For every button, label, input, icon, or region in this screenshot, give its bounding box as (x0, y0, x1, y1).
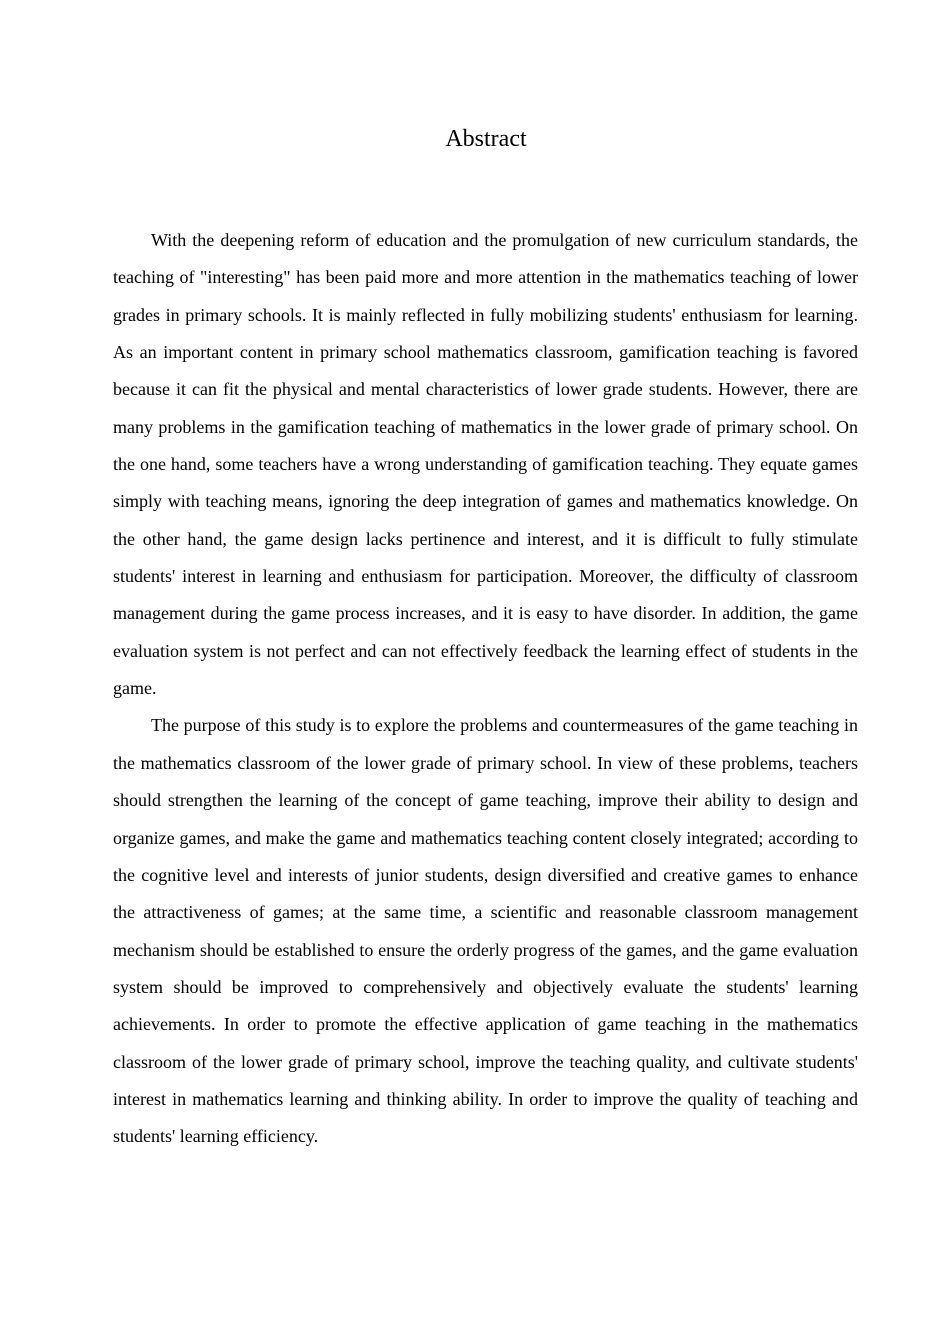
abstract-paragraph-1: With the deepening reform of education and the promulgation of new curriculum standards, the teaching of "interesting" has been paid more and more attention in the mathematics teaching of lower grades in primary schools. It is mainly reflected in fully mobilizing students' enthusiasm for learning. As an important content in primary school mathematics classroom, gamification teaching is favored because it can fit the physical and mental characteristics of lower grade students. However, there are many problems in the gamification teaching of mathematics in the lower grade of primary school. On the one hand, some teachers have a wrong understanding of gamification teaching. They equate games simply with teaching means, ignoring the deep integration of games and mathematics knowledge. On the other hand, the game design lacks pertinence and interest, and it is difficult to fully stimulate students' interest in learning and enthusiasm for participation. Moreover, the difficulty of classroom management during the game process increases, and it is easy to have disorder. In addition, the game evaluation system is not perfect and can not effectively feedback the learning effect of students in the game. (113, 230, 858, 699)
abstract-body (113, 222, 858, 1156)
abstract-title: Abstract (445, 126, 527, 152)
abstract-paragraph-2: The purpose of this study is to explore the problems and countermeasures of the game teaching in the mathematics classroom of the lower grade of primary school. In view of these problems, teachers should strengthen the learning of the concept of game teaching, improve their ability to design and organize games, and make the game and mathematics teaching content closely integrated; according to the cognitive level and interests of junior students, design diversified and creative games to enhance the attractiveness of games; at the same time, a scientific and reasonable classroom management mechanism should be established to ensure the orderly progress of the games, and the game evaluation system should be improved to comprehensively and objectively evaluate the students' learning achievements. In order to promote the effective application of game teaching in the mathematics classroom of the lower grade of primary school, improve the teaching quality, and cultivate students' interest in mathematics learning and thinking ability. In order to improve the quality of teaching and students' learning efficiency. (113, 715, 858, 1147)
